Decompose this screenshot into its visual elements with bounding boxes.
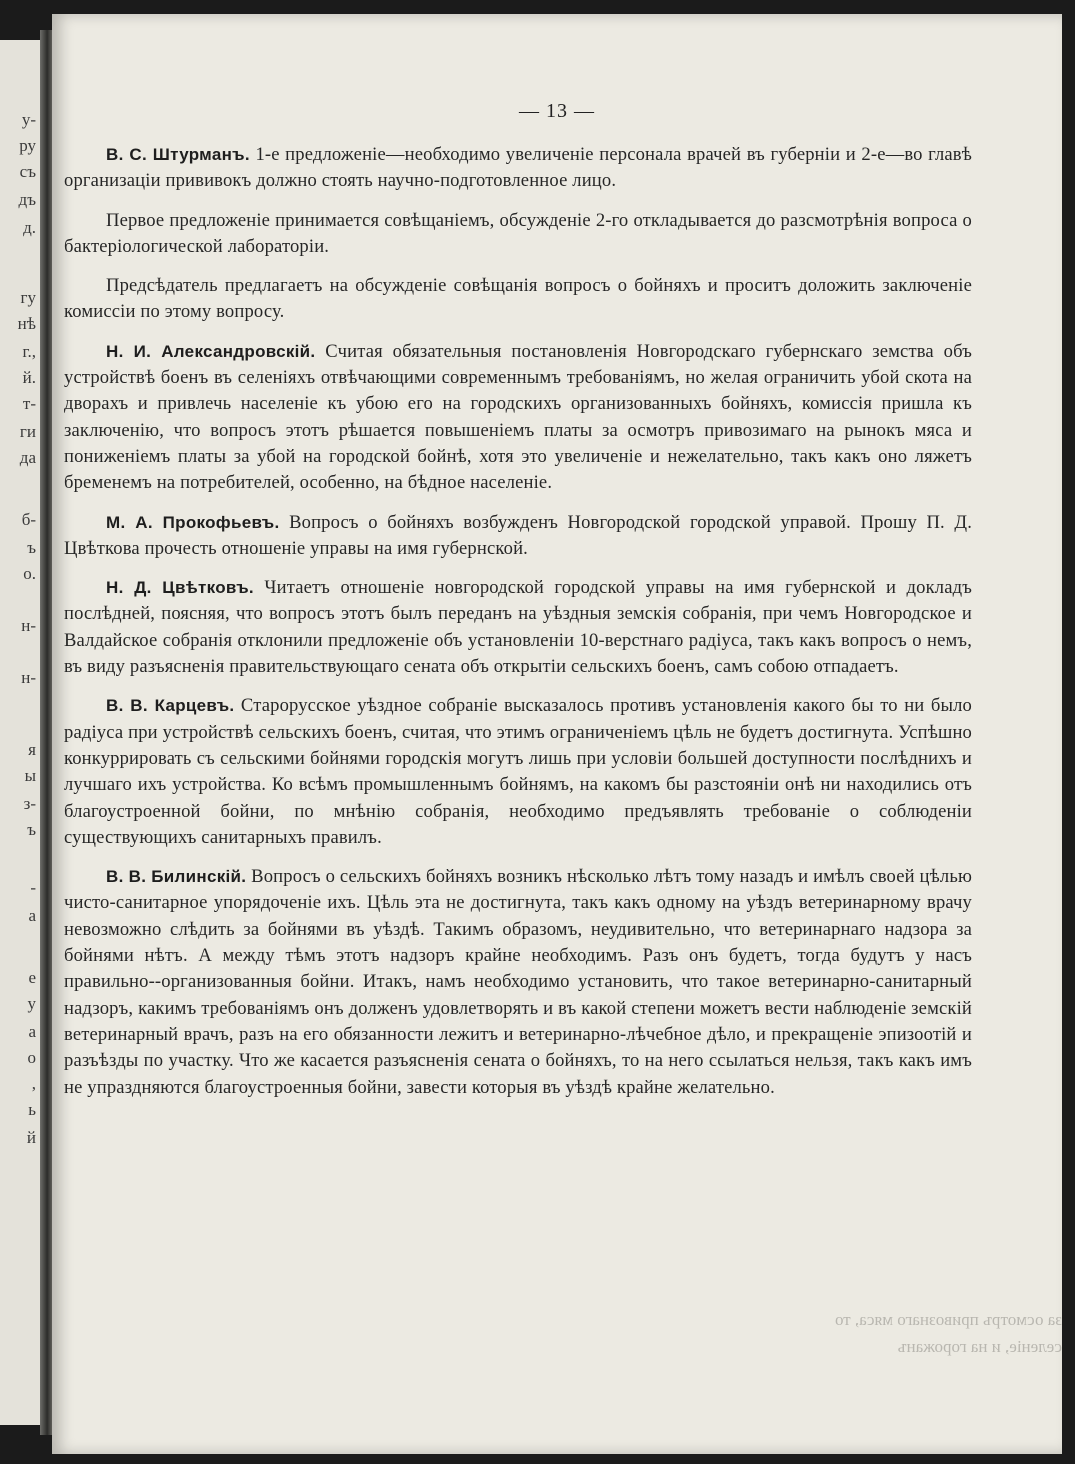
adjacent-page-text-fragment: е (28, 968, 36, 987)
paragraph (64, 142, 972, 195)
adjacent-page-text-fragment: з- (23, 794, 36, 813)
adjacent-page-text-fragment: н- (21, 668, 36, 687)
paragraph-text: Старорусское уѣздное собраніе высказалось противъ установленія какого бы то ни было радіуса при устройствѣ сельскихъ боенъ, считая, что этимъ ограниченіемъ цѣль не будетъ достигнута. Успѣшно конкуррировать съ сельскими бойнями городскія могутъ лишь при условіи большей доступности послѣднихъ и лучшаго ихъ устройства. Ко всѣмъ промышленнымъ бойнямъ, на какомъ бы разстояніи онѣ ни находились отъ благоустроенной бойни, по мнѣнію собранія, необходимо предъявлять требованіе о соблюденіи существующихъ санитарныхъ правилъ. (64, 695, 972, 848)
speaker-name: В. С. Штурманъ. (106, 145, 250, 164)
adjacent-page-text-fragment: дъ (18, 190, 36, 209)
speaker-name: М. А. Прокофьевъ. (106, 512, 280, 532)
paragraph-text: Вопросъ о бойняхъ возбужденъ Новгородской городской управой. Прошу П. Д. Цвѣткова прочесть отношеніе управы на имя губернской. (64, 511, 972, 559)
speaker-name: В. В. Карцевъ. (106, 696, 235, 716)
speaker-name: Н. И. Александровскій. (106, 341, 316, 361)
speaker-name: В. В. Билинскій. (106, 867, 247, 887)
paragraph (64, 575, 972, 680)
adjacent-page-text-fragment: г., (22, 342, 36, 361)
paragraph-text: Читаетъ отношеніе новгородской городской управы на имя губернской и докладъ послѣдней, поясняя, что вопросъ этотъ былъ переданъ на уѣздныя земскія собранія, при чемъ Новгородское и Валдайское собранія отклонили предложеніе объ установленіи 10-верстнаго радіуса, такъ какъ вопросъ о немъ, въ виду разъясненія правительствующаго сената объ открытіи сельскихъ боенъ, самъ собою отпадаетъ. (64, 577, 972, 678)
adjacent-page-text-fragment: о. (23, 564, 36, 583)
paragraph-text: Первое предложеніе принимается совѣщаніемъ, обсужденіе 2-го откладывается до разсмотрѣнія вопроса о бактеріологической лабораторіи. (64, 209, 972, 257)
paragraph (64, 208, 972, 261)
paragraph (64, 864, 972, 1101)
adjacent-page-text-fragment: гу (20, 288, 36, 307)
adjacent-page-text-fragment: й. (22, 368, 36, 387)
page-number: — 13 — (519, 100, 595, 122)
paragraph (64, 273, 972, 326)
adjacent-page-text-fragment: у (27, 994, 36, 1013)
adjacent-page-text-fragment: ъ (27, 538, 36, 557)
adjacent-page-text-fragment: а (28, 906, 36, 925)
adjacent-page-text-fragment: у- (21, 110, 36, 129)
adjacent-page-text-fragment: а (28, 1022, 36, 1041)
paragraph-text: 1-е предложеніе—необходимо увеличеніе персонала врачей въ губерніи и 2-е—во главѣ организаціи прививокъ должно стоять научно-подготовленное лицо. (64, 144, 972, 192)
paragraph-text: Считая обязательныя постановленія Новгородскаго губернскаго земства объ устройствѣ боенъ въ селеніяхъ отвѣчающими современнымъ требованіямъ, но желая ограничить убой скота на дворахъ и привлечь населеніе къ убою его на городскихъ организованныхъ бойняхъ, комиссія пришла къ заключенію, что вопросъ этотъ рѣшается повышеніемъ платы за осмотръ привозимаго на рынокъ мяса и пониженіемъ платы за убой на городской бойнѣ, хотя это увеличеніе и нежелательно, такъ какъ оно ляжетъ бременемъ на потребителей, особенно, на бѣдное населеніе. (64, 340, 972, 494)
adjacent-page-text-fragment: съ (19, 162, 36, 181)
paragraph (64, 693, 972, 851)
paragraph (64, 510, 972, 563)
adjacent-page-text-fragment: т- (22, 394, 36, 413)
adjacent-page-text-fragment: , (31, 1074, 36, 1093)
bleed-through-text: селеніе, и на горожанъ (897, 1337, 1062, 1356)
adjacent-page-text-fragment: нѣ (17, 314, 36, 333)
adjacent-page-text-fragment: ру (19, 136, 36, 155)
paragraph-text: Предсѣдатель предлагаетъ на обсужденіе совѣщанія вопросъ о бойняхъ и проситъ доложить заключеніе комиссіи по этому вопросу. (64, 275, 972, 323)
adjacent-page-text-fragment: да (19, 448, 36, 467)
adjacent-page-text-fragment: й (26, 1128, 36, 1147)
adjacent-page-text-fragment: ы (24, 766, 36, 785)
adjacent-page-text-fragment: н- (21, 616, 36, 635)
adjacent-page-text-fragment: б- (21, 510, 36, 529)
bleed-through-text: за осмотръ привознаго мяса, то (834, 1310, 1062, 1329)
adjacent-page-text-fragment: ь (28, 1100, 36, 1119)
adjacent-page-text-fragment: я (28, 740, 36, 759)
adjacent-page-text-fragment: о (27, 1048, 36, 1067)
page-body (64, 142, 972, 1114)
adjacent-page-text-fragment: ъ (27, 820, 36, 839)
paragraph (64, 339, 972, 497)
adjacent-page-text-fragment: д. (23, 218, 36, 237)
adjacent-page-text-fragment: - (30, 878, 36, 897)
paragraph-text: Вопросъ о сельскихъ бойняхъ возникъ нѣсколько лѣтъ тому назадъ и имѣлъ своей цѣлью чисто-санитарное упорядоченіе ихъ. Цѣль эта не достигнута, такъ какъ одному на уѣздъ ветеринарному врачу невозможно слѣдить за бойнями въ уѣздѣ. Такимъ образомъ, неудивительно, что ветеринарнаго надзора за бойнями нѣтъ. А между тѣмъ этотъ надзоръ крайне необходимъ. Разъ онъ будетъ, тогда будутъ у насъ правильно--организованныя бойни. Итакъ, намъ необходимо установить, что такое ветеринарно-санитарный надзоръ, какимъ требованіямъ онъ долженъ удовлетворять и въ какой степени можетъ вести наблюденіе земскій ветеринарный врачъ, разъ на его обязанности лежитъ и ветеринарно-лѣчебное дѣло, и прекращеніе эпизоотій и разъѣзды по участку. Что же касается разъясненія сената о бойняхъ, то на него ссылаться нельзя, такъ какъ имъ не упраздняются благоустроенныя бойни, завести которыя въ уѣздѣ крайне желательно. (64, 866, 972, 1098)
adjacent-page-text-fragment: ги (19, 422, 36, 441)
document-page (52, 14, 1062, 1454)
speaker-name: Н. Д. Цвѣтковъ. (106, 578, 254, 598)
adjacent-page-edge (0, 40, 44, 1425)
